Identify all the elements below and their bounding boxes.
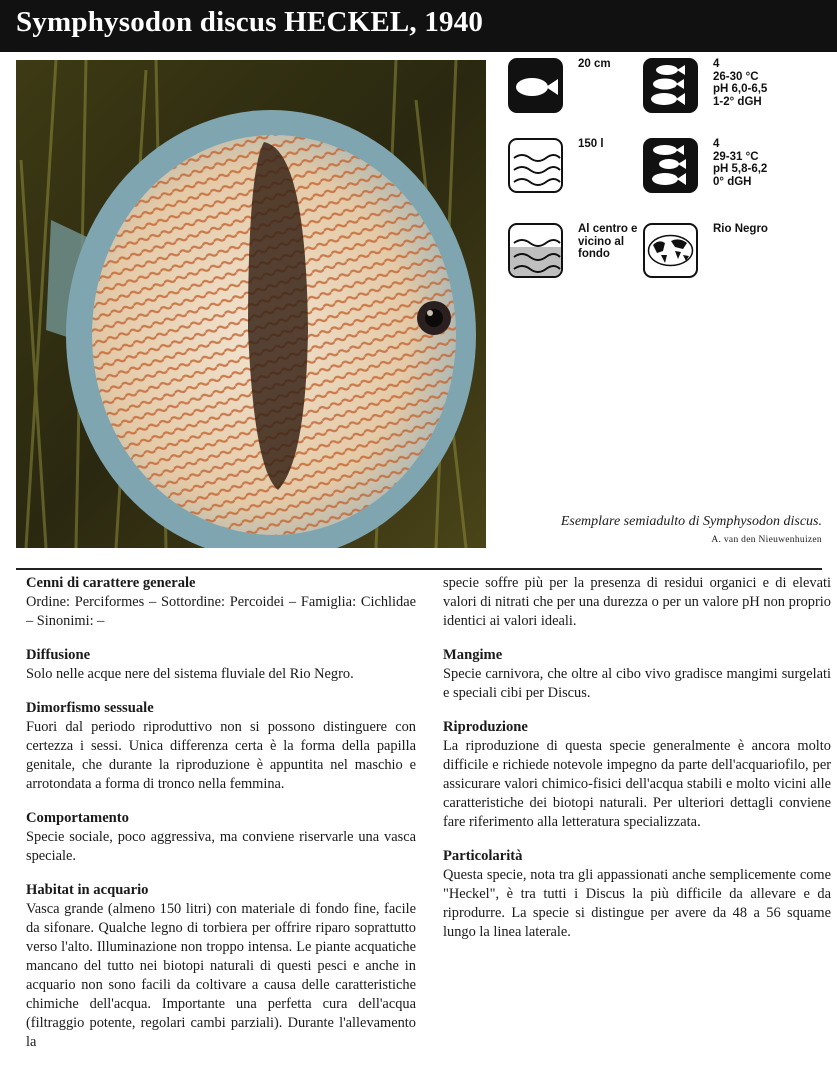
species-icons — [508, 58, 828, 288]
section-text: Vasca grande (almeno 150 litri) con materiale di fondo fine, facile da sifonare. Qualche legno di torbiera per offrire riparo soprattutto verso l'alto. Illuminazione non troppo intensa. Le piante acquatiche mancano del tutto nei biotopi naturali di questi pesci e anche in acquario non sono facili da coltivare a causa delle caratteristiche chimiche dell'acqua. Importante una perfetta cura dell'acqua (filtraggio potente, regolari cambi parziali). Durante l'allevamento la — [26, 901, 416, 1050]
aquarium-volume-icon — [508, 138, 563, 193]
water-params-1: 4 26-30 °C pH 6,0-6,5 1-2° dGH — [713, 58, 768, 108]
section-heading: Habitat in acquario — [26, 882, 149, 898]
world-map-icon — [643, 223, 698, 278]
section-text: Solo nelle acque nere del sistema fluviale del Rio Negro. — [26, 666, 354, 682]
section-text: Questa specie, nota tra gli appassionati anche semplicemente come "Heckel", è tra tutti i Discus la più difficile da allevare e da riprodurre. La specie si distingue per avere da 48 a 56 squame lungo la linea laterale. — [443, 867, 831, 940]
photo-caption: Esemplare semiadulto di Symphysodon discus. — [560, 514, 822, 529]
water-temp-icon — [643, 58, 698, 113]
section-heading: Mangime — [443, 647, 503, 663]
section-text: Specie sociale, poco aggressiva, ma conviene riservarle una vasca speciale. — [26, 829, 416, 864]
breeding-water-icon — [643, 138, 698, 193]
fish-size-icon — [508, 58, 563, 113]
origin-value: Rio Negro — [713, 223, 768, 235]
section-heading: Riproduzione — [443, 719, 528, 735]
section-heading: Diffusione — [26, 647, 91, 663]
section-text: specie soffre più per la presenza di residui organici e di elevati valori di nitrati che per una durezza o per un valore pH non proprio identici ai valori ideali. — [443, 575, 831, 629]
section-text: La riproduzione di questa specie generalmente è ancora molto difficile e richiede notevole impegno da parte dell'acquariofilo, per assicurare valori chimico-fisici dell'acqua stabili e molto vicini alle caratteristiche dei biotopi naturali. Per ulteriori dettagli conviene fare riferimento alla letteratura specializzata. — [443, 738, 831, 830]
section-text: Fuori dal periodo riproduttivo non si possono distinguere con certezza i sessi. Unica differenza certa è la forma della papilla genitale, che durante la riproduzione è appuntita nel maschio e arrotondata a forma di tronco nella femmina. — [26, 719, 416, 792]
section-heading: Particolarità — [443, 848, 523, 864]
fish-illustration — [16, 60, 486, 548]
discus-fish-photo — [16, 60, 486, 548]
swimming-zone-icon — [508, 223, 563, 278]
photo-credit: A. van den Nieuwenhuizen — [711, 535, 822, 545]
section-heading: Dimorfismo sessuale — [26, 700, 154, 716]
water-params-2: 4 29-31 °C pH 5,8-6,2 0° dGH — [713, 138, 768, 188]
title-bar — [0, 0, 837, 52]
page-title: Symphysodon discus HECKEL, 1940 — [16, 6, 484, 38]
section-divider — [16, 568, 822, 570]
fish-size-value: 20 cm — [578, 58, 611, 70]
section-heading: Cenni di carattere generale — [26, 575, 196, 591]
swimming-zone-value: Al centro e vicino al fondo — [578, 223, 638, 260]
section-heading: Comportamento — [26, 810, 129, 826]
aquarium-volume-value: 150 l — [578, 138, 604, 150]
section-text: Ordine: Perciformes – Sottordine: Percoidei – Famiglia: Cichlidae – Sinonimi: – — [26, 594, 416, 629]
section-text: Specie carnivora, che oltre al cibo vivo gradisce mangimi surgelati e speciali cibi per Discus. — [443, 666, 831, 701]
left-column — [26, 574, 416, 1067]
right-column — [443, 574, 831, 957]
